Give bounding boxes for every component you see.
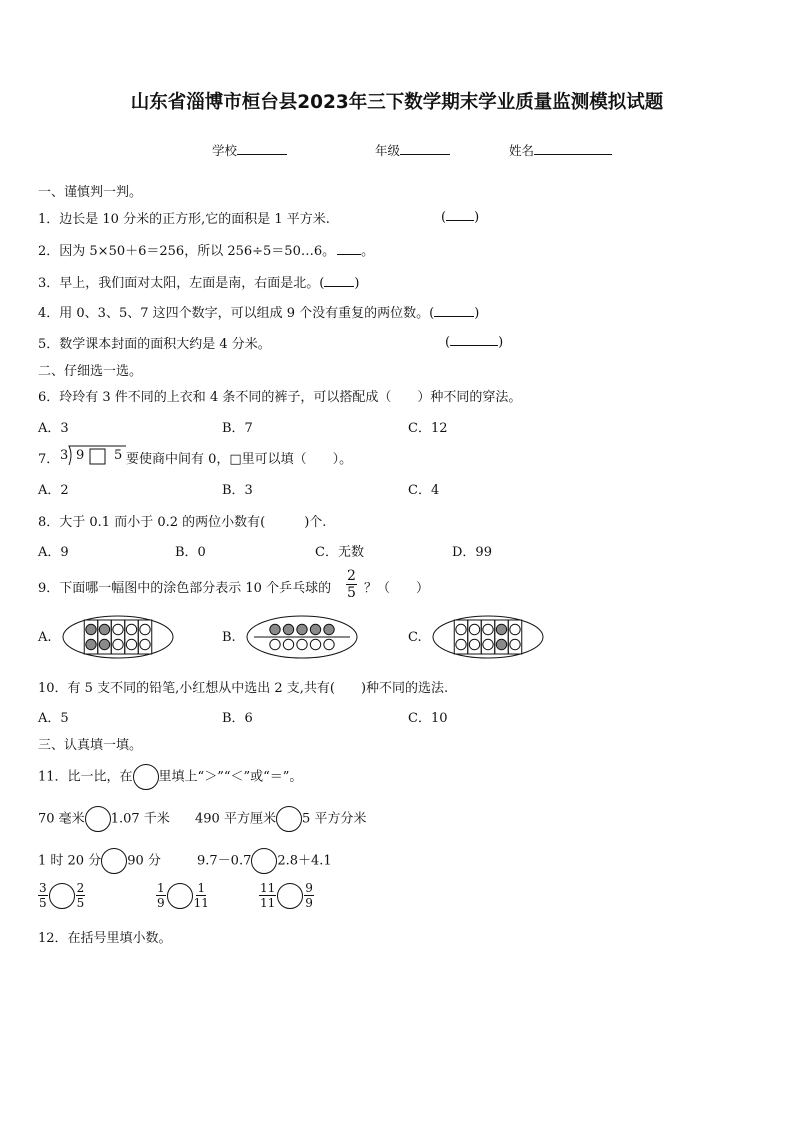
- compare-right: 2.8＋4.1: [277, 853, 332, 869]
- compare-circle[interactable]: [85, 806, 111, 832]
- question-6: 6．玲玲有 3 件不同的上衣和 4 条不同的裤子，可以搭配成（ ）种不同的穿法。: [38, 390, 522, 405]
- compare-row-2b: [197, 848, 332, 874]
- question-7: [38, 448, 59, 467]
- compare-right: 90 分: [127, 853, 161, 869]
- ball-empty: [310, 639, 320, 649]
- compare-circle[interactable]: [277, 883, 303, 909]
- ball-empty: [469, 624, 479, 634]
- question-11: [38, 764, 302, 790]
- compare-circle[interactable]: [49, 883, 75, 909]
- compare-left: 490 平方厘米: [195, 811, 276, 827]
- question-1-answer[interactable]: [441, 208, 479, 225]
- option-b[interactable]: B.: [222, 630, 236, 645]
- option-c[interactable]: C.: [408, 630, 422, 645]
- ellipse-outline: [433, 616, 543, 658]
- question-7-number: 7．: [38, 452, 60, 467]
- ball-empty: [469, 639, 479, 649]
- fraction-denominator: 5: [76, 896, 85, 910]
- fraction-denominator: 5: [39, 896, 47, 910]
- question-2-text: 2．因为 5×50＋6＝256，所以 256÷5＝50…6。: [38, 244, 336, 259]
- question-9-tail: ？（ ）: [364, 581, 430, 596]
- question-2: [38, 240, 374, 259]
- question-7-text: 要使商中间有 0，□里可以填（ ）。: [126, 452, 353, 467]
- option-b[interactable]: B．6: [222, 711, 253, 726]
- ball-shaded: [324, 624, 334, 634]
- ball-empty: [126, 624, 136, 634]
- ball-shaded: [297, 624, 307, 634]
- question-2-tail: 。: [361, 244, 375, 259]
- divisor: 3: [60, 448, 69, 463]
- option-a[interactable]: A.: [38, 630, 52, 645]
- compare-fraction-2: [156, 882, 209, 909]
- option-c[interactable]: C．无数: [315, 545, 364, 560]
- compare-row-1a: [38, 806, 170, 832]
- fraction-numerator: 1: [197, 881, 206, 895]
- ball-shaded: [86, 624, 96, 634]
- answer-blank[interactable]: [337, 242, 361, 255]
- paren-right: ): [498, 335, 504, 350]
- compare-fraction-3: [259, 882, 314, 909]
- dividend-digit-3: 5: [114, 448, 123, 463]
- answer-blank[interactable]: [324, 274, 354, 287]
- ball-empty: [297, 639, 307, 649]
- ball-empty: [456, 624, 466, 634]
- question-1: 1．边长是 10 分米的正方形,它的面积是 1 平方米.: [38, 212, 330, 227]
- section-judge: 一、谨慎判一判。: [38, 185, 143, 200]
- question-4-tail: ): [474, 306, 480, 321]
- ball-empty: [510, 624, 520, 634]
- fraction-denominator: 9: [305, 896, 313, 910]
- ball-empty: [126, 639, 136, 649]
- question-3: [38, 272, 359, 291]
- ball-shaded: [496, 624, 506, 634]
- ball-diagram-b[interactable]: [246, 614, 358, 660]
- question-4-text: 4．用 0、3、5、7 这四个数字，可以组成 9 个没有重复的两位数。(: [38, 306, 435, 321]
- fraction-denominator: 5: [347, 585, 356, 601]
- question-8: 8．大于 0.1 而小于 0.2 的两位小数有( )个.: [38, 515, 327, 530]
- option-a[interactable]: A．5: [38, 711, 69, 726]
- question-4: [38, 302, 479, 321]
- option-b[interactable]: B．0: [175, 545, 206, 560]
- dividend-digit-1: 9: [76, 448, 85, 463]
- compare-right: 1.07 千米: [110, 811, 170, 827]
- compare-circle: [133, 764, 159, 790]
- compare-row-1b: [195, 806, 366, 832]
- option-d[interactable]: D．99: [452, 545, 492, 560]
- answer-blank[interactable]: [450, 333, 498, 346]
- compare-fraction-1: [38, 882, 85, 909]
- grade-field[interactable]: [375, 141, 450, 159]
- compare-right: 5 平方分米: [301, 811, 367, 827]
- paren-right: ): [474, 210, 480, 225]
- fraction-numerator: 1: [157, 881, 165, 895]
- compare-circle[interactable]: [167, 883, 193, 909]
- grade-blank[interactable]: [400, 142, 450, 155]
- fraction-numerator: 11: [260, 881, 276, 895]
- option-c[interactable]: C．4: [408, 483, 440, 498]
- digit-box[interactable]: [90, 449, 105, 464]
- option-a[interactable]: A．3: [38, 421, 69, 436]
- question-11-text: 11．比一比，在: [38, 769, 133, 785]
- ball-empty: [270, 639, 280, 649]
- school-field[interactable]: [212, 141, 287, 159]
- section-choose: 二、仔细选一选。: [38, 364, 143, 379]
- long-division: [60, 444, 130, 466]
- ball-diagram-a[interactable]: [62, 614, 174, 660]
- question-3-tail: ): [354, 276, 360, 291]
- option-a[interactable]: A．2: [38, 483, 69, 498]
- name-label: 姓名: [509, 143, 535, 158]
- ball-shaded: [99, 624, 109, 634]
- school-blank[interactable]: [237, 142, 287, 155]
- name-blank[interactable]: [534, 142, 612, 155]
- ball-empty: [140, 624, 150, 634]
- paren-left: (: [445, 335, 451, 350]
- fraction-numerator: 9: [305, 881, 313, 895]
- grade-label: 年级: [375, 143, 401, 158]
- question-9-text: 9．下面哪一幅图中的涂色部分表示 10 个乒乓球的: [38, 581, 332, 596]
- school-label: 学校: [212, 143, 238, 158]
- fraction-denominator: 11: [260, 896, 276, 910]
- compare-left: 9.7－0.7: [197, 853, 252, 869]
- question-5: 5．数学课本封面的面积大约是 4 分米。: [38, 337, 271, 352]
- compare-circle[interactable]: [251, 848, 277, 874]
- ellipse-outline: [63, 616, 173, 658]
- fraction-numerator: 2: [347, 568, 356, 584]
- fraction-numerator: 2: [76, 881, 85, 895]
- ball-shaded: [99, 639, 109, 649]
- option-a[interactable]: A．9: [38, 545, 69, 560]
- fraction-numerator: 3: [39, 881, 47, 895]
- question-12: 12．在括号里填小数。: [38, 931, 172, 946]
- ball-shaded: [496, 639, 506, 649]
- ball-shaded: [270, 624, 280, 634]
- question-9: [38, 577, 331, 596]
- option-b[interactable]: B．3: [222, 483, 253, 498]
- ball-shaded: [283, 624, 293, 634]
- ball-empty: [456, 639, 466, 649]
- section-fill: 三、认真填一填。: [38, 738, 143, 753]
- ball-shaded: [310, 624, 320, 634]
- paren-left: (: [441, 210, 447, 225]
- option-c[interactable]: C．10: [408, 711, 448, 726]
- compare-row-2a: [38, 848, 161, 874]
- compare-left: 1 时 20 分: [38, 853, 102, 869]
- ball-empty: [483, 639, 493, 649]
- question-3-text: 3．早上，我们面对太阳，左面是南，右面是北。(: [38, 276, 325, 291]
- question-5-answer[interactable]: [445, 333, 503, 350]
- question-11-text-2: 里填上“＞”“＜”或“＝”。: [158, 769, 303, 785]
- question-10: 10．有 5 支不同的铅笔,小红想从中选出 2 支,共有( )种不同的选法.: [38, 681, 449, 696]
- compare-circle[interactable]: [101, 848, 127, 874]
- name-field[interactable]: [509, 141, 612, 159]
- option-b[interactable]: B．7: [222, 421, 253, 436]
- fraction-denominator: 9: [157, 896, 165, 910]
- ball-empty: [113, 624, 123, 634]
- page-title: 山东省淄博市桓台县2023年三下数学期末学业质量监测模拟试题: [130, 92, 664, 113]
- ball-empty: [324, 639, 334, 649]
- compare-circle[interactable]: [276, 806, 302, 832]
- compare-left: 70 毫米: [38, 811, 85, 827]
- fraction-denominator: 11: [193, 896, 209, 910]
- ball-diagram-c[interactable]: [432, 614, 544, 660]
- answer-blank[interactable]: [446, 208, 474, 221]
- ball-empty: [140, 639, 150, 649]
- fraction-two-fifths: [346, 569, 357, 600]
- ball-empty: [283, 639, 293, 649]
- ball-empty: [113, 639, 123, 649]
- answer-blank[interactable]: [434, 304, 474, 317]
- option-c[interactable]: C．12: [408, 421, 448, 436]
- ball-shaded: [86, 639, 96, 649]
- ball-empty: [483, 624, 493, 634]
- ball-empty: [510, 639, 520, 649]
